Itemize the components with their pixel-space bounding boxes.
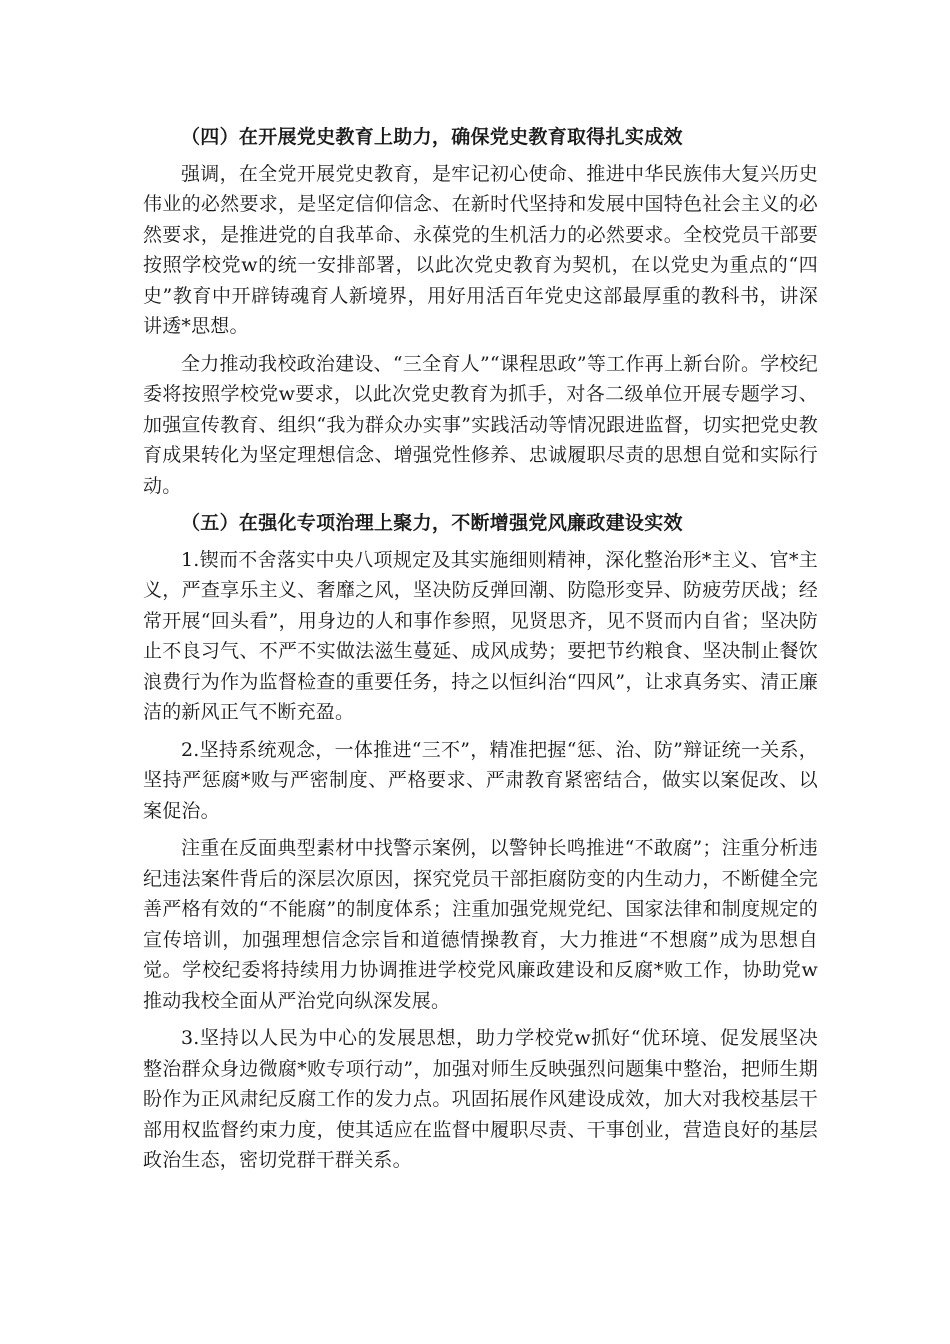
section-heading-4: （四）在开展党史教育上助力，确保党史教育取得扎实成效 [181, 126, 683, 148]
paragraph: 注重在反面典型素材中找警示案例，以警钟长鸣推进“不敢腐”；注重分析违纪违法案件背后的深层次原因，探究党员干部拒腐防变的内生动力，不断健全完善严格有效的“不能腐”的制度体系；注重加强党规党纪、国家法律和制度规定的宣传培训，加强理想信念宗旨和道德情操教育，大力推进“不想腐”成为思想自觉。学校纪委将持续用力协调推进学校党风廉政建设和反腐*败工作，协助党w推动我校全面从严治党向纵深发展。 [143, 837, 818, 1012]
paragraph: 强调，在全党开展党史教育，是牢记初心使命、推进中华民族伟大复兴历史伟业的必然要求，是坚定信仰信念、在新时代坚持和发展中国特色社会主义的必然要求，是推进党的自我革命、永葆党的生机活力的必然要求。全校党员干部要按照学校党w的统一安排部署，以此次党史教育为契机，在以党史为重点的“四史”教育中开辟铸魂育人新境界，用好用活百年党史这部最厚重的教科书，讲深讲透*思想。 [143, 162, 818, 337]
paragraph: 3.坚持以人民为中心的发展思想，助力学校党w抓好“优环境、促发展坚决整治群众身边微腐*败专项行动”，加强对师生反映强烈问题集中整治，把师生期盼作为正风肃纪反腐工作的发力点。巩固拓展作风建设成效，加大对我校基层干部用权监督约束力度，使其适应在监督中履职尽责、干事创业，营造良好的基层政治生态，密切党群干群关系。 [143, 1027, 818, 1171]
paragraph: 1.锲而不舍落实中央八项规定及其实施细则精神，深化整治形*主义、官*主义，严查享乐主义、奢靡之风，坚决防反弹回潮、防隐形变异、防疲劳厌战；经常开展“回头看”，用身边的人和事作参照，见贤思齐，见不贤而内自省；坚决防止不良习气、不严不实做法滋生蔓延、成风成势；要把节约粮食、坚决制止餐饮浪费行为作为监督检查的重要任务，持之以恒纠治“四风”，让求真务实、清正廉洁的新风正气不断充盈。 [143, 548, 818, 723]
document-page [143, 122, 818, 1183]
paragraph: 全力推动我校政治建设、“三全育人”“课程思政”等工作再上新台阶。学校纪委将按照学校党w要求，以此次党史教育为抓手，对各二级单位开展专题学习、加强宣传教育、组织“我为群众办实事”实践活动等情况跟进监督，切实把党史教育成果转化为坚定理想信念、增强党性修养、忠诚履职尽责的思想自觉和实际行动。 [143, 352, 818, 497]
paragraph: 2.坚持系统观念，一体推进“三不”，精准把握“惩、治、防”辩证统一关系，坚持严惩腐*败与严密制度、严格要求、严肃教育紧密结合，做实以案促改、以案促治。 [143, 738, 818, 822]
section-heading-5: （五）在强化专项治理上聚力，不断增强党风廉政建设实效 [181, 512, 683, 534]
